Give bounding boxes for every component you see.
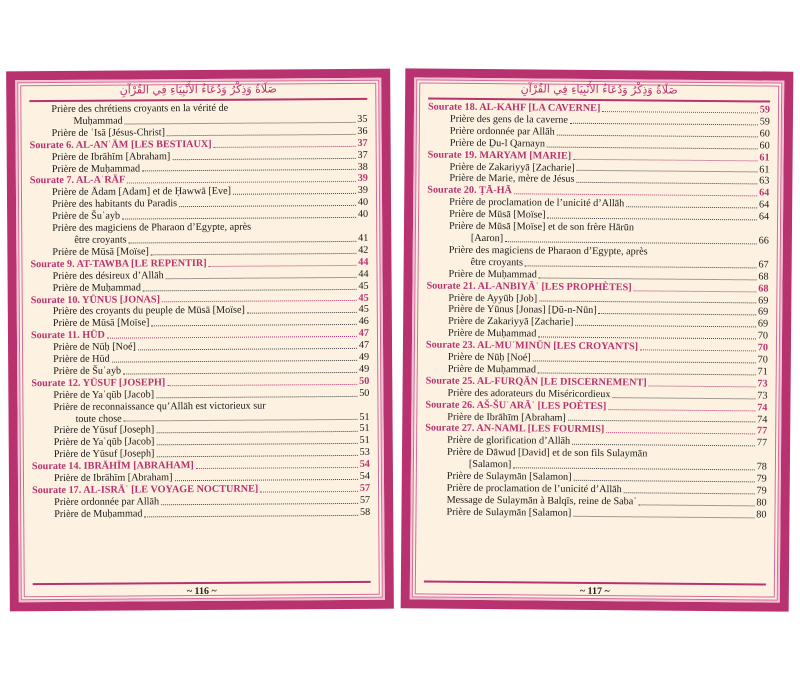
toc-page-number: 57	[359, 482, 371, 494]
toc-page-number: 40	[357, 208, 369, 221]
dot-leader	[626, 206, 757, 208]
table-of-contents	[29, 102, 370, 521]
toc-entry-title: [Salamon]	[468, 459, 512, 471]
dot-leader	[196, 467, 358, 469]
toc-entry	[32, 507, 370, 521]
left-page-content	[15, 78, 385, 603]
toc-entry-title: Prière de Muḥammad	[448, 268, 537, 281]
dot-leader	[608, 409, 755, 411]
table-of-contents	[424, 102, 770, 522]
toc-entry-title: Sourate 25. AL-FURQĀN [LE DISCERNEMENT]	[425, 375, 647, 389]
toc-entry-title: Prière de Ibrāhīm [Abraham]	[51, 150, 171, 163]
dot-leader	[572, 444, 755, 447]
toc-entry-title: Sourate 23. AL-MUʾMINŪN [LES CROYANTS]	[425, 339, 639, 353]
toc-entry-title: Prière de Ḏu-l Qarnayn	[449, 137, 546, 150]
toc-page-number: 57	[359, 494, 371, 506]
left-page	[6, 69, 394, 612]
dot-leader	[214, 146, 356, 148]
toc-entry-title: Prière de Marie, mère de Jésus	[449, 173, 575, 186]
toc-page-number: 78	[756, 461, 767, 473]
toc-page-number: 70	[757, 342, 768, 354]
dot-leader	[577, 170, 758, 173]
toc-entry-title: Prière de Ādam [Adam] et de Ḥawwā [Eve]	[51, 186, 232, 199]
toc-page-number: 79	[756, 473, 767, 485]
dot-leader	[539, 301, 756, 304]
toc-entry-title: Prière ordonnée par Allāh	[54, 496, 160, 508]
toc-entry-title: Sourate 17. AL-ISRĀʾ [LE VOYAGE NOCTURNE]	[32, 483, 259, 497]
toc-page-number: 54	[359, 470, 370, 482]
dot-leader	[547, 146, 757, 149]
toc-page-number: 69	[758, 306, 769, 318]
toc-entry-title: Prière de Ibrāhīm [Abraham]	[447, 411, 566, 424]
toc-entry-title: Prière de Mūsā [Moïse]	[52, 246, 149, 258]
toc-entry-title: Sourate 26. AŠ-ŠUʿARĀʾ [LES POÈTES]	[425, 399, 607, 412]
dot-leader	[138, 348, 357, 351]
toc-page-number: 59	[759, 116, 770, 128]
dot-leader	[127, 181, 355, 184]
toc-page-number: 73	[757, 390, 768, 402]
dot-leader	[167, 384, 357, 386]
toc-entry-title: être croyants	[470, 256, 524, 269]
toc-page-number: 49	[358, 351, 370, 363]
toc-entry-title: Prière de proclamation de l’unicité d’Allāh	[446, 482, 622, 496]
toc-page-number: 66	[758, 235, 769, 247]
dot-leader	[144, 515, 358, 517]
dot-leader	[122, 217, 356, 220]
toc-entry-title: Prière de Muḥammad	[51, 162, 141, 175]
page-header: صَلَاةُ وَذِكْرُ وَدُعَاءُ الأَنْبِيَاءِ فِي القُرْآنِ	[520, 82, 678, 97]
toc-entry-title: Prière de reconnaissance qu’Allāh est victorieux sur	[53, 400, 266, 413]
toc-page-number: 42	[358, 244, 369, 256]
toc-page-number: 69	[758, 294, 769, 306]
toc-entry-title: Sourate 10. YŪNUS [JONAS]	[30, 293, 160, 306]
dot-leader	[576, 182, 757, 185]
dot-leader	[575, 325, 756, 328]
dot-leader	[557, 134, 758, 137]
toc-page-number: 47	[358, 328, 369, 340]
dot-leader	[123, 372, 357, 375]
dot-leader	[124, 419, 358, 422]
toc-page-number: 38	[357, 161, 368, 173]
toc-entry-title: Prière de Muḥammad	[448, 327, 537, 340]
dot-leader	[602, 111, 757, 113]
toc-page-number: 63	[759, 175, 770, 187]
toc-entry	[424, 506, 766, 521]
toc-entry-title: être croyants	[74, 234, 127, 246]
toc-entry-title: Sourate 19. MARYAM [MARIE]	[427, 149, 572, 162]
toc-entry-title: Sourate 9. AT-TAWBA [LE REPENTIR]	[30, 257, 207, 270]
toc-entry-title: Prière des magiciens de Pharaon d’Egypte, après	[52, 221, 252, 235]
dot-leader	[634, 290, 757, 292]
toc-entry-title: Prière ordonnée par Allāh	[449, 125, 555, 138]
toc-page-number: 60	[759, 128, 770, 140]
dot-leader	[247, 312, 357, 314]
toc-entry-title: Prière de Sulaymān [Salamon]	[446, 470, 572, 483]
toc-entry-title: Prière de Muḥammad	[54, 508, 143, 520]
toc-entry-title: Muḥammad	[73, 115, 123, 127]
toc-entry-title: Prière de glorification d’Allāh	[447, 435, 571, 448]
toc-page-number: 60	[759, 140, 770, 152]
toc-entry-title: Prière de Yaʿqūb [Jacob]	[53, 436, 155, 449]
toc-entry-title: Prière des magiciens de Pharaon d’Egypte, après	[448, 244, 648, 258]
toc-entry-title: Prière des croyants du peuple de Mūsā [Moïse]	[52, 305, 245, 318]
dot-leader	[538, 337, 756, 340]
toc-entry-title: Sourate 7. AL-AʿRĀF	[29, 174, 126, 187]
toc-page-number: 68	[758, 271, 769, 283]
toc-entry-title: Prière de Mūsā [Moïse]	[449, 208, 546, 221]
toc-entry-title: Prière de Dāwud [David] et de son fils Sulaymān	[446, 446, 648, 460]
toc-page-number: 36	[357, 125, 368, 137]
toc-page-number: 67	[758, 259, 769, 271]
toc-page-number: 49	[358, 363, 370, 375]
toc-page-number: 45	[358, 292, 369, 304]
toc-entry-title: Prière de Nūḥ [Noé]	[53, 341, 136, 354]
dot-leader	[505, 241, 757, 244]
toc-entry-title: Sourate 14. IBRĀHĪM [ABRAHAM]	[31, 460, 194, 473]
dot-leader	[612, 397, 755, 399]
dot-leader	[533, 360, 756, 363]
dot-leader	[639, 504, 755, 506]
toc-entry-title: Prière de Ibrāhīm [Abraham]	[53, 472, 173, 485]
toc-entry-title: Prière de Yūsuf [Joseph]	[53, 448, 155, 461]
toc-entry-title: Prière de ʿIsā [Jésus-Christ]	[51, 127, 166, 139]
toc-entry-title: Sourate 18. AL-KAHF [LA CAVERNE]	[427, 101, 601, 115]
toc-entry-title: Prière des adorateurs du Miséricordieux	[447, 387, 611, 400]
toc-entry-title: Prière de Mūsā [Moïse]	[52, 317, 150, 330]
toc-page-number: 40	[357, 197, 369, 209]
toc-page-number: 53	[359, 447, 370, 459]
dot-leader	[260, 491, 358, 493]
toc-entry-title: [Aaron]	[470, 232, 504, 245]
toc-page-number: 37	[357, 149, 368, 161]
toc-entry-title: Prière de Mūsā [Moïse] et de son frère Hārūn	[448, 220, 635, 234]
toc-entry-title: Prière de Hūd	[53, 353, 110, 366]
toc-entry-title: Prière de proclamation de l’unicité d’Allāh	[449, 196, 625, 210]
toc-page-number: 77	[756, 437, 768, 449]
toc-page-number: 47	[358, 339, 370, 352]
dot-leader	[514, 194, 757, 197]
dot-leader	[539, 277, 757, 280]
dot-leader	[125, 122, 356, 125]
toc-page-number: 44	[358, 256, 369, 268]
dot-leader	[570, 123, 758, 126]
dot-leader	[538, 372, 756, 375]
dot-leader	[599, 313, 756, 315]
dot-leader	[112, 360, 357, 363]
toc-page-number: 70	[757, 354, 768, 366]
toc-page-number: 39	[357, 185, 368, 197]
dot-leader	[142, 169, 356, 171]
toc-page-number: 80	[756, 497, 767, 509]
toc-page-number: 73	[757, 378, 768, 390]
toc-page-number: 59	[759, 104, 771, 116]
toc-entry-title: Prière de Yūnus [Jonas] [Ḏū-n-Nūn]	[448, 304, 597, 317]
toc-entry-title: Prière de Sulaymān [Salamon]	[446, 506, 572, 519]
toc-entry-title: Sourate 27. AN-NAML [LES FOURMIS]	[425, 422, 605, 436]
toc-page-number: 51	[359, 411, 370, 423]
dot-leader	[107, 336, 357, 339]
toc-page-number: 79	[756, 485, 767, 497]
dot-leader	[156, 396, 357, 398]
dot-leader	[568, 420, 755, 423]
dot-leader	[640, 349, 756, 351]
dot-leader	[649, 385, 756, 387]
toc-entry-title: Prière de Yūsuf [Joseph]	[53, 424, 155, 437]
page-header: صَلَاةُ وَذِكْرُ وَدُعَاءُ الأَنْبِيَاءِ فِي القُرْآنِ	[119, 82, 277, 97]
toc-page-number: 45	[358, 304, 369, 316]
toc-page-number: 77	[756, 425, 768, 437]
toc-page-number: 41	[358, 232, 369, 244]
right-page	[401, 68, 794, 611]
dot-leader	[175, 479, 358, 481]
dot-leader	[548, 218, 757, 221]
toc-page-number: 58	[359, 506, 371, 518]
toc-page-number: 51	[359, 423, 370, 435]
toc-entry-title: Prière des habitants du Paradis	[52, 198, 178, 211]
toc-entry-title: Sourate 12. YŪSUF [JOSEPH]	[31, 377, 166, 390]
dot-leader	[129, 241, 356, 244]
toc-page-number: 44	[358, 268, 369, 280]
right-page-content	[410, 77, 785, 602]
toc-page-number: 61	[759, 152, 770, 164]
toc-page-number: 70	[757, 330, 769, 342]
toc-page-number: 64	[758, 199, 770, 211]
dot-leader	[172, 157, 355, 159]
toc-entry-title: Prière de Yaʿqūb [Jacob]	[53, 389, 155, 401]
dot-leader	[156, 431, 357, 433]
toc-page-number: 50	[359, 375, 370, 387]
toc-page-number: 74	[757, 413, 768, 426]
toc-entry-title: Prière de Šuʿayb	[52, 210, 121, 223]
toc-page-number: 39	[357, 173, 368, 185]
toc-entry-title: Sourate 20. ṬĀ-HĀ	[427, 184, 512, 197]
toc-page-number: 71	[757, 366, 768, 378]
toc-entry-title: Sourate 21. AL-ANBIYĀʾ [LES PROPHÈTES]	[426, 280, 632, 293]
toc-page-number: 64	[759, 187, 770, 199]
dot-leader	[525, 265, 756, 268]
dot-leader	[143, 288, 357, 290]
page-number: ~ 117 ~	[579, 585, 610, 598]
toc-page-number: 51	[359, 435, 370, 447]
toc-page-number: 61	[759, 163, 770, 176]
toc-entry-title: Prière des gens de la caverne	[449, 113, 568, 126]
dot-leader	[151, 253, 356, 255]
dot-leader	[574, 480, 755, 483]
toc-page-number: 45	[358, 280, 369, 292]
dot-leader	[513, 467, 754, 470]
dot-leader	[156, 443, 357, 445]
dot-leader	[161, 503, 358, 505]
toc-page-number: 64	[758, 211, 770, 223]
toc-page-number: 54	[359, 459, 370, 471]
toc-page-number: 74	[757, 402, 768, 414]
toc-entry-title: Prière de Nūḥ [Noé]	[447, 351, 531, 364]
toc-page-number: 69	[757, 318, 769, 330]
toc-page-number: 46	[358, 316, 369, 328]
toc-entry-title: Prière de Ayyūb [Job]	[448, 292, 538, 304]
toc-page-number: 35	[357, 113, 368, 125]
dot-leader	[573, 516, 754, 519]
toc-entry-title: Prière de Muḥammad	[447, 363, 537, 376]
dot-leader	[209, 265, 357, 267]
toc-entry-title: Prière de Muḥammad	[52, 282, 141, 294]
toc-entry-title: Prière des chrétiens croyants en la vérité de	[51, 102, 229, 116]
dot-leader	[179, 205, 356, 207]
toc-page-number: 68	[758, 282, 769, 295]
toc-page-number: 50	[359, 387, 370, 399]
dot-leader	[151, 324, 356, 326]
dot-leader	[167, 134, 355, 136]
page-number: ~ 116 ~	[186, 585, 217, 598]
dot-leader	[624, 492, 755, 494]
dot-leader	[573, 158, 757, 161]
dot-leader	[606, 432, 755, 434]
toc-entry-title: toute chose	[75, 413, 122, 425]
toc-entry-title: Message de Sulaymān à Balqīs, reine de Sabaʾ	[446, 494, 637, 508]
toc-entry-title: Prière de Zakariyyā [Zacharie]	[448, 316, 574, 329]
toc-entry-title: Prière de Šuʿayb	[53, 365, 122, 377]
toc-page-number: 80	[756, 509, 767, 521]
dot-leader	[166, 277, 357, 279]
toc-entry-title: Sourate 6. AL-ANʿĀM [LES BESTIAUX]	[29, 138, 212, 151]
toc-entry-title: Sourate 11. HŪD	[30, 329, 105, 342]
dot-leader	[162, 300, 357, 302]
toc-entry-title: Prière des désireux d’Allāh	[52, 269, 164, 282]
dot-leader	[156, 455, 357, 457]
dot-leader	[233, 193, 356, 195]
toc-entry-title: Prière de Zakariyyā [Zacharie]	[449, 161, 575, 174]
toc-page-number: 37	[357, 137, 368, 149]
